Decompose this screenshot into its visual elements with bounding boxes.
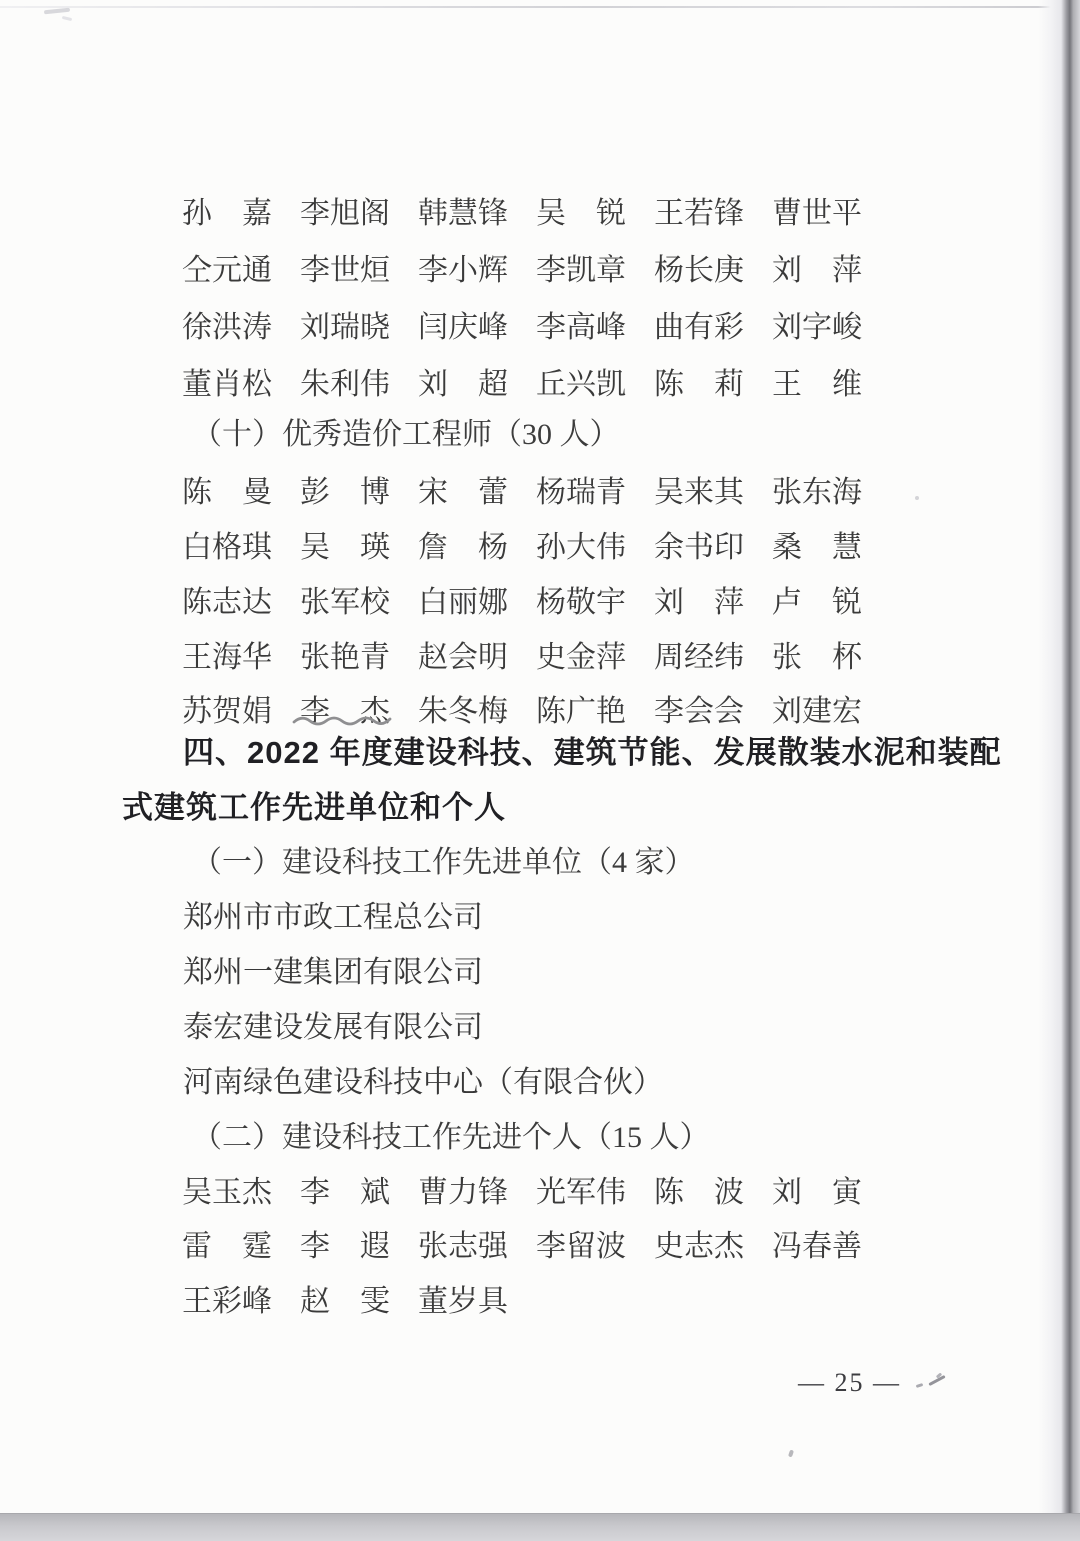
person-name: 彭 博 (300, 476, 390, 509)
person-name: 李 杰 (300, 695, 390, 728)
person-name: 刘 超 (418, 368, 508, 401)
award-name-row (182, 532, 862, 564)
scan-speck (788, 1450, 794, 1458)
award-name-row (182, 587, 862, 619)
person-name: 李会会 (654, 695, 744, 728)
unit-name: 河南绿色建设科技中心（有限合伙） (183, 1066, 663, 1099)
person-name: 苏贺娟 (182, 695, 272, 728)
person-name: 赵 雯 (300, 1285, 390, 1318)
page-number: — 25 — (798, 1368, 901, 1397)
person-name: 刘 萍 (772, 254, 862, 287)
person-name: 张艳青 (300, 641, 390, 674)
person-name: 张志强 (418, 1230, 508, 1263)
scan-speck (44, 8, 70, 15)
person-name: 李高峰 (536, 311, 626, 344)
scan-edge-right (1038, 0, 1080, 1541)
person-name: 曹力锋 (418, 1176, 508, 1209)
person-name: 杨敬宇 (536, 586, 626, 619)
person-name: 董岁具 (418, 1285, 508, 1318)
person-name: 雷 霆 (182, 1230, 272, 1263)
award-name-row (182, 1286, 508, 1318)
person-name: 孙大伟 (536, 531, 626, 564)
person-name: 韩慧锋 (418, 197, 508, 230)
scan-edge-top (0, 6, 1080, 8)
award-name-row (182, 696, 862, 728)
person-name: 王海华 (182, 641, 272, 674)
section-4-heading-line2: 式建筑工作先进单位和个人 (122, 790, 506, 825)
unit-name: 郑州一建集团有限公司 (183, 956, 483, 989)
person-name: 仝元通 (182, 254, 272, 287)
person-name: 曲有彩 (654, 311, 744, 344)
person-name: 孙 嘉 (182, 197, 272, 230)
person-name: 张军校 (300, 586, 390, 619)
person-name: 刘 寅 (772, 1176, 862, 1209)
person-name: 陈志达 (182, 586, 272, 619)
person-name: 史志杰 (654, 1230, 744, 1263)
award-name-row (182, 369, 862, 401)
person-name: 白格琪 (182, 531, 272, 564)
person-name: 詹 杨 (418, 531, 508, 564)
scan-speck (62, 16, 72, 21)
person-name: 卢 锐 (772, 586, 862, 619)
person-name: 李 遐 (300, 1230, 390, 1263)
person-name: 周经纬 (654, 641, 744, 674)
person-name: 徐洪涛 (182, 311, 272, 344)
person-name: 吴来其 (654, 476, 744, 509)
person-name: 吴 瑛 (300, 531, 390, 564)
person-name: 吴玉杰 (182, 1176, 272, 1209)
person-name: 杨瑞青 (536, 476, 626, 509)
pen-mark (916, 1383, 924, 1388)
person-name: 刘瑞晓 (300, 311, 390, 344)
person-name: 王若锋 (654, 197, 744, 230)
person-name: 李留波 (536, 1230, 626, 1263)
scan-speck (915, 496, 919, 500)
person-name: 曹世平 (772, 197, 862, 230)
award-name-row (182, 642, 862, 674)
person-name: 陈 波 (654, 1176, 744, 1209)
person-name: 陈 曼 (182, 476, 272, 509)
person-name: 陈广艳 (536, 695, 626, 728)
unit-name: 泰宏建设发展有限公司 (183, 1011, 483, 1044)
person-name: 陈 莉 (654, 368, 744, 401)
person-name: 刘建宏 (772, 695, 862, 728)
person-name: 余书印 (654, 531, 744, 564)
scan-edge-bottom (0, 1513, 1080, 1541)
section-4-heading-line1: 四、2022 年度建设科技、建筑节能、发展散装水泥和装配 (183, 735, 1002, 770)
person-name: 张 杯 (772, 641, 862, 674)
person-name: 李 斌 (300, 1176, 390, 1209)
person-name: 李凯章 (536, 254, 626, 287)
person-name: 桑 慧 (772, 531, 862, 564)
award-name-row (182, 1177, 862, 1209)
person-name: 李旭阁 (300, 197, 390, 230)
person-name: 李小辉 (418, 254, 508, 287)
person-name: 刘字峻 (772, 311, 862, 344)
wavy-underline-mark (291, 712, 393, 728)
person-name: 吴 锐 (536, 197, 626, 230)
person-name: 白丽娜 (418, 586, 508, 619)
person-name: 闫庆峰 (418, 311, 508, 344)
section-4-2-heading: （二）建设科技工作先进个人（15 人） (192, 1121, 710, 1154)
person-name: 董肖松 (182, 368, 272, 401)
person-name: 宋 蕾 (418, 476, 508, 509)
person-name: 史金萍 (536, 641, 626, 674)
section-10-heading: （十）优秀造价工程师（30 人） (192, 418, 620, 451)
award-name-row (182, 477, 862, 509)
person-name: 光军伟 (536, 1176, 626, 1209)
person-name: 张东海 (772, 476, 862, 509)
person-name: 王 维 (772, 368, 862, 401)
person-name: 朱利伟 (300, 368, 390, 401)
unit-name: 郑州市市政工程总公司 (183, 901, 483, 934)
section-4-1-heading: （一）建设科技工作先进单位（4 家） (192, 846, 695, 879)
person-name: 王彩峰 (182, 1285, 272, 1318)
person-name: 朱冬梅 (418, 695, 508, 728)
person-name: 赵会明 (418, 641, 508, 674)
person-name: 刘 萍 (654, 586, 744, 619)
award-name-row (182, 312, 862, 344)
person-name: 杨长庚 (654, 254, 744, 287)
person-name: 冯春善 (772, 1230, 862, 1263)
award-name-row (182, 198, 862, 230)
award-name-row (182, 255, 862, 287)
person-name: 李世烜 (300, 254, 390, 287)
person-name: 丘兴凯 (536, 368, 626, 401)
award-name-row (182, 1231, 862, 1263)
